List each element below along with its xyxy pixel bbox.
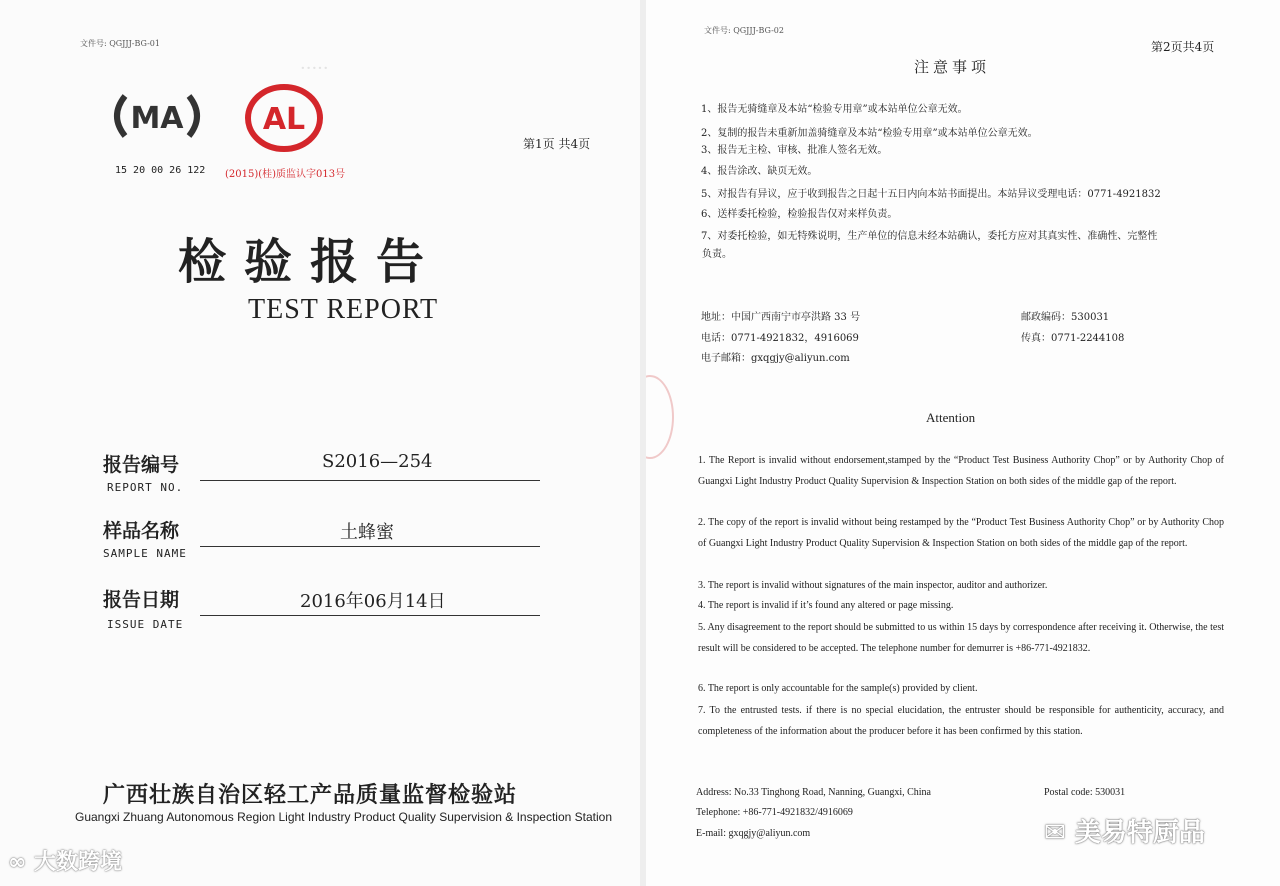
phone-cn: 电话：0771-4921832，4916069 — [701, 333, 859, 344]
attention-item: 3. The report is invalid without signatures of the main inspector, auditor and authorizer. — [698, 580, 1048, 591]
bleed-through-text: ····· — [300, 58, 329, 79]
sample-name-underline — [200, 546, 540, 547]
report-title-cn: 检验报告 — [178, 234, 443, 290]
page-indicator-right: 第2页共4页 — [1151, 40, 1215, 54]
cal-cert-number: (2015)(桂)质监认字013号 — [225, 169, 346, 180]
attention-item: 1. The Report is invalid without endorsement,stamped by the “Product Test Business Authority Chop” or by Authority Chop of Guangxi Light Industry Product Quality Supervision & Inspection Station on both sides of the middle gap of the report. — [698, 455, 1224, 487]
notice-title: 注意事项 — [914, 58, 991, 76]
wechat-icon: ✉ — [1044, 818, 1075, 848]
attention-item: 5. Any disagreement to the report should be submitted to us within 15 days by correspondence after receiving it. Otherwise, the test result will be considered to be accepted. The telephone number for demurrer is +86-771-4921832. — [698, 622, 1224, 654]
infinity-logo-icon: ∞ — [8, 850, 34, 875]
notice-item: 5、对报告有异议，应于收到报告之日起十五日内向本站书面提出。本站异议受理电话：0771-4921832 — [701, 189, 1161, 200]
report-no-underline — [200, 480, 540, 481]
sample-name-label-cn: 样品名称 — [103, 520, 180, 542]
attention-item: 2. The copy of the report is invalid without being restamped by the “Product Test Business Authority Chop” or by Authority Chop of Guangxi Light Industry Product Quality Supervision & Inspection Station on both sides of the middle gap of the report. — [698, 517, 1224, 549]
issue-date-underline — [200, 615, 540, 616]
cma-cert-number: 15 20 00 26 122 — [115, 165, 206, 176]
report-title-en: TEST REPORT — [248, 294, 439, 325]
notice-item: 4、报告涂改、缺页无效。 — [701, 166, 818, 177]
attention-item: 6. The report is only accountable for the sample(s) provided by client. — [698, 683, 978, 694]
cal-logo-text: AL — [262, 102, 306, 137]
doc-number-right: 文件号: QGJJJ-BG-02 — [704, 26, 784, 35]
notice-item: 2、复制的报告未重新加盖骑缝章及本站“检验专用章”或本站单位公章无效。 — [701, 128, 1038, 139]
email-en: E-mail: gxqgjy@aliyun.com — [696, 828, 811, 839]
attention-item: 4. The report is invalid if it’s found any altered or page missing. — [698, 600, 954, 611]
watermark-right — [1044, 812, 1205, 849]
sample-name-value: 土蜂蜜 — [340, 522, 394, 543]
notice-item: 3、报告无主检、审核、批准人签名无效。 — [701, 145, 888, 156]
doc-number: 文件号: QGJJJ-BG-01 — [80, 39, 160, 48]
postcode-en: Postal code: 530031 — [1044, 787, 1126, 798]
notice-page — [646, 0, 1280, 886]
page-indicator: 第1页 共4页 — [523, 137, 591, 151]
notice-item: 7、对委托检验，如无特殊说明，生产单位的信息未经本站确认，委托方应对其真实性、准确性、完整性 — [701, 231, 1158, 242]
issue-date-label-cn: 报告日期 — [103, 589, 180, 611]
fax-cn: 传真：0771-2244108 — [1021, 333, 1125, 344]
cal-logo — [243, 83, 325, 153]
notice-item: 1、报告无骑缝章及本站“检验专用章”或本站单位公章无效。 — [701, 104, 968, 115]
postcode-cn: 邮政编码：530031 — [1021, 312, 1110, 323]
report-no-value: S2016—254 — [322, 451, 433, 472]
org-name-en: Guangxi Zhuang Autonomous Region Light Industry Product Quality Supervision & Inspection Station — [75, 810, 612, 824]
telephone-en: Telephone: +86-771-4921832/4916069 — [696, 807, 853, 818]
watermark-left — [8, 845, 122, 876]
notice-item: 6、送样委托检验，检验报告仅对来样负责。 — [701, 209, 898, 220]
address-cn: 地址：中国广西南宁市亭洪路 33 号 — [701, 312, 861, 323]
address-en: Address: No.33 Tinghong Road, Nanning, Guangxi, China — [696, 787, 931, 798]
issue-date-value: 2016年06月14日 — [300, 591, 446, 612]
sample-name-label-en: SAMPLE NAME — [103, 547, 187, 560]
cma-logo — [105, 90, 209, 142]
cma-logo-text: MA — [130, 101, 184, 136]
attention-item: 7. To the entrusted tests. if there is no special elucidation, the entruster should be responsible for authenticity, accuracy, and completeness of the information about the producer before it has been confirmed by this station. — [698, 705, 1224, 737]
email-cn: 电子邮箱：gxqgjy@aliyun.com — [701, 353, 850, 364]
watermark-right-text: 美易特厨品 — [1074, 818, 1205, 848]
org-name-cn: 广西壮族自治区轻工产品质量监督检验站 — [103, 782, 518, 808]
issue-date-label-en: ISSUE DATE — [107, 618, 184, 631]
attention-title: Attention — [926, 410, 976, 425]
report-no-label-en: REPORT NO. — [107, 481, 184, 494]
watermark-left-text: 大数跨境 — [34, 850, 123, 875]
notice-item: 负责。 — [702, 249, 732, 260]
seam-stamp — [646, 375, 674, 459]
report-no-label-cn: 报告编号 — [103, 454, 180, 476]
